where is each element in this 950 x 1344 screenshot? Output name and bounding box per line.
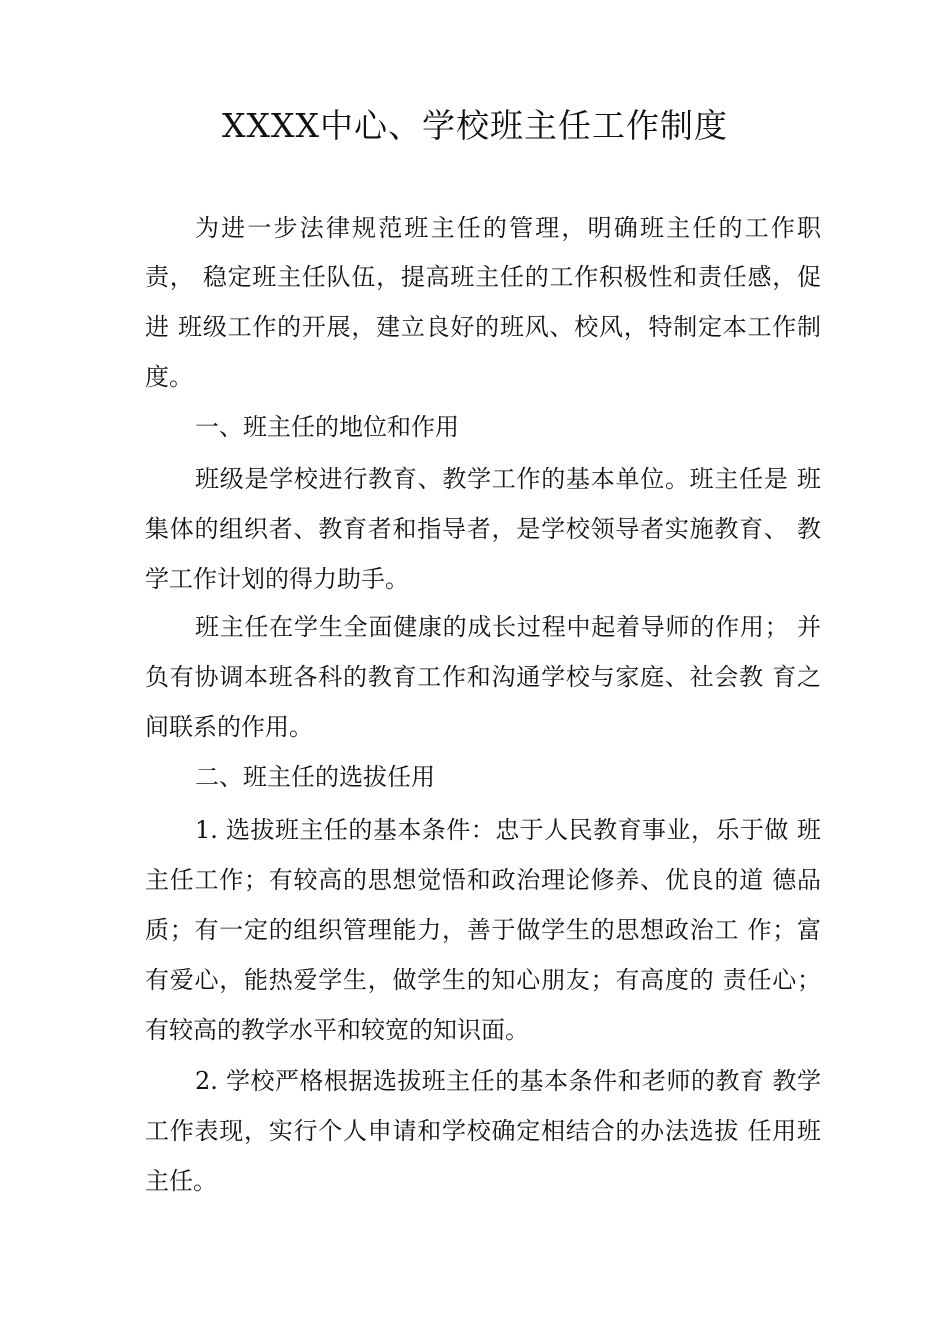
- section-heading: 二、班主任的选拔任用: [195, 763, 435, 791]
- text-line: 集体的组织者、教育者和指导者，是学校领导者实施教育、 教: [145, 515, 821, 543]
- text-line: 班主任在学生全面健康的成长过程中起着导师的作用； 并: [195, 613, 821, 641]
- document-title: XXXX中心、学校班主任工作制度: [222, 106, 728, 145]
- text-line: 质；有一定的组织管理能力，善于做学生的思想政治工 作；富: [145, 916, 821, 944]
- text-line: 主任。: [145, 1167, 217, 1195]
- text-line: 学工作计划的得力助手。: [145, 565, 409, 593]
- text-line: 进 班级工作的开展，建立良好的班风、校风，特制定本工作制: [145, 313, 821, 341]
- text-line: 间联系的作用。: [145, 713, 313, 741]
- text-line: 工作表现，实行个人申请和学校确定相结合的办法选拔 任用班: [145, 1117, 821, 1145]
- text-line: 班级是学校进行教育、教学工作的基本单位。班主任是 班: [195, 465, 821, 493]
- text-line: 有爱心，能热爱学生，做学生的知心朋友；有高度的 责任心；: [145, 966, 821, 994]
- text-line: 负有协调本班各科的教育工作和沟通学校与家庭、社会教 育之: [145, 663, 821, 691]
- text-line: 有较高的教学水平和较宽的知识面。: [145, 1016, 529, 1044]
- text-line: 度。: [145, 363, 193, 391]
- text-line: 责， 稳定班主任队伍，提高班主任的工作积极性和责任感，促: [145, 263, 821, 291]
- text-line: 为进一步法律规范班主任的管理，明确班主任的工作职: [195, 214, 821, 242]
- text-line: 1. 选拔班主任的基本条件：忠于人民教育事业，乐于做 班: [195, 816, 821, 844]
- text-line: 2. 学校严格根据选拔班主任的基本条件和老师的教育 教学: [195, 1067, 821, 1095]
- text-line: 主任工作；有较高的思想觉悟和政治理论修养、优良的道 德品: [145, 866, 821, 894]
- section-heading: 一、班主任的地位和作用: [195, 413, 459, 441]
